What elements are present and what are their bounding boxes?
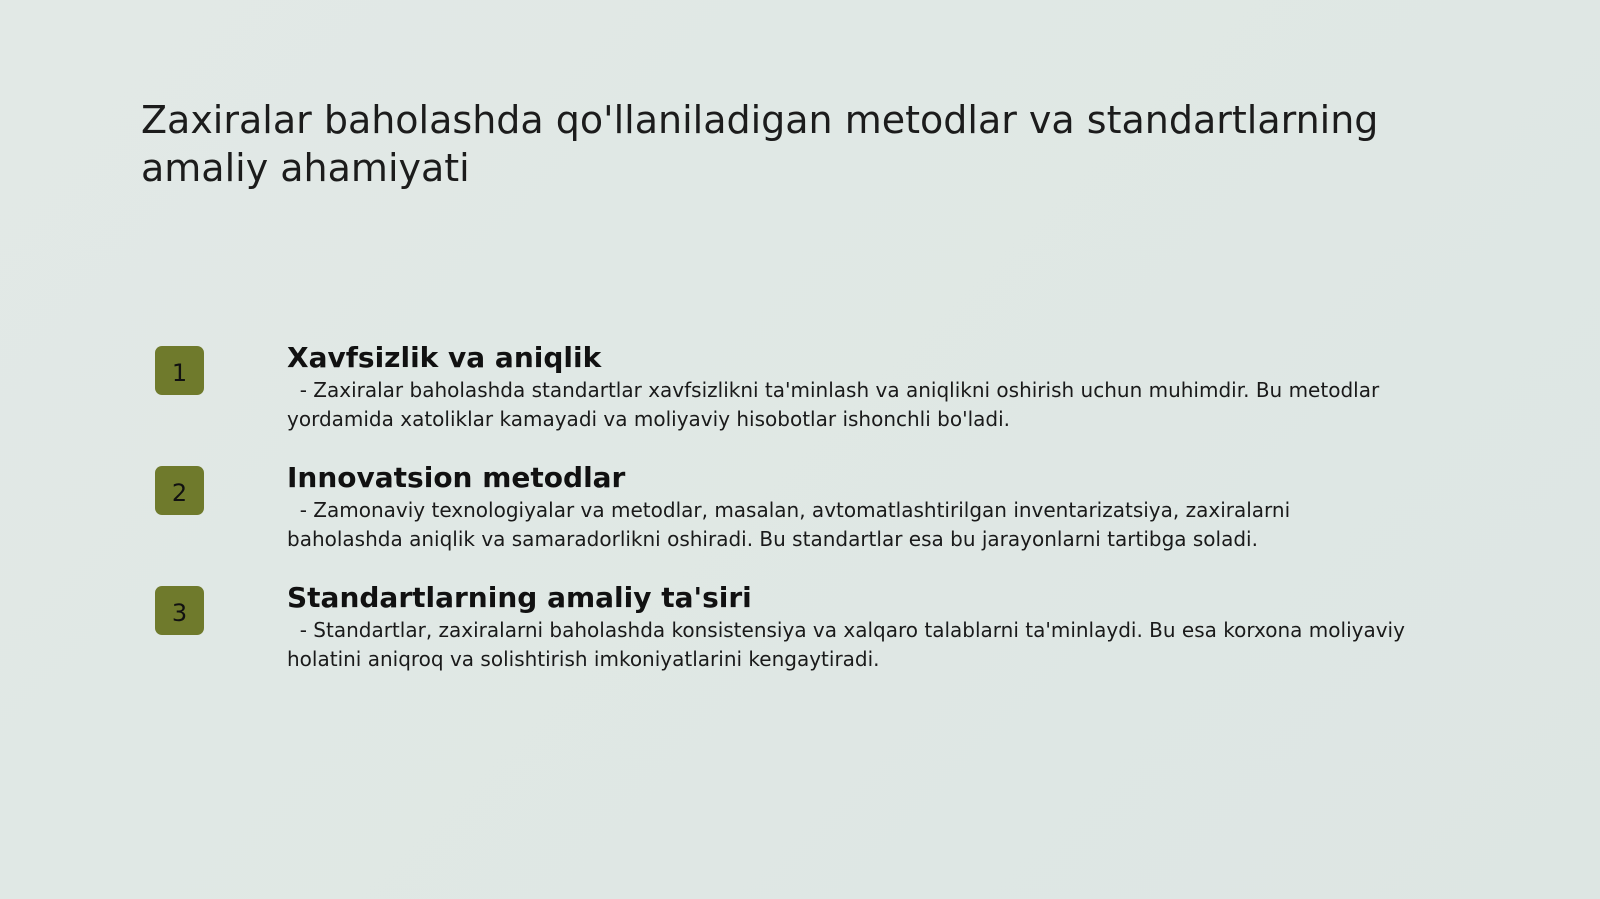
list-item-body <box>287 340 1407 434</box>
number-badge-3: 3 <box>155 586 204 635</box>
item-description: - Standartlar, zaxiralarni baholashda konsistensiya va xalqaro talablarni ta'minlaydi. Bu esa korxona moliyaviy holatini aniqroq va solishtirish imkoniyatlarini kengaytiradi. <box>287 618 1412 671</box>
list-item-body <box>287 580 1412 674</box>
item-heading: Xavfsizlik va aniqlik <box>287 341 602 374</box>
number-badge-1: 1 <box>155 346 204 395</box>
item-heading: Innovatsion metodlar <box>287 461 626 494</box>
number-badge-2: 2 <box>155 466 204 515</box>
item-heading: Standartlarning amaliy ta'siri <box>287 581 752 614</box>
list-item-body <box>287 460 1407 554</box>
item-description: - Zamonaviy texnologiyalar va metodlar, masalan, avtomatlashtirilgan inventarizatsiya, zaxiralarni baholashda aniqlik va samaradorlikni oshiradi. Bu standartlar esa bu jarayonlarni tartibga soladi. <box>287 498 1297 551</box>
item-description: - Zaxiralar baholashda standartlar xavfsizlikni ta'minlash va aniqlikni oshirish uchun muhimdir. Bu metodlar yordamida xatoliklar kamayadi va moliyaviy hisobotlar ishonchli bo'ladi. <box>287 378 1386 431</box>
slide-title: Zaxiralar baholashda qo'llaniladigan metodlar va standartlarning amaliy ahamiyati <box>141 98 1379 190</box>
